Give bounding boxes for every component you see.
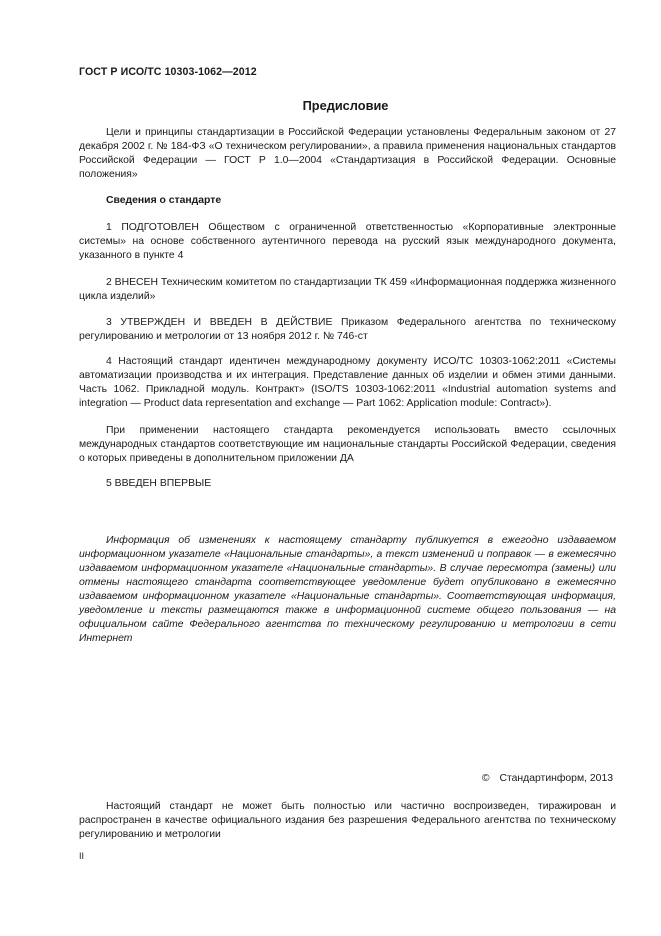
info-notice: Информация об изменениях к настоящему стандарту публикуется в ежегодно издаваемом информационном указателе «Национальные стандарты», а текст изменений и поправок — в ежемесячно издаваемом информационном указателе «Национальные стандарты». В случае пересмотра (замены) или отмены настоящего стандарта соответствующее уведомление будет опубликовано в ежемесячно издаваемом информационном указателе «Национальные стандарты». Соответствующая информация, уведомление и тексты размещаются также в информационной системе общего пользования — на официальном сайте Федерального агентства по техническому регулированию и метрологии в сети Интернет bbox=[79, 535, 616, 644]
copyright-text: Стандартинформ, 2013 bbox=[499, 773, 613, 784]
document-code: ГОСТ Р ИСО/ТС 10303-1062—2012 bbox=[79, 66, 257, 78]
page-number: II bbox=[79, 851, 85, 861]
copyright-symbol: © bbox=[481, 773, 490, 784]
page-title: Предисловие bbox=[302, 98, 389, 113]
item-4-note: При применении настоящего стандарта рекомендуется использовать вместо ссылочных международных стандартов соответствующие им национальные стандарты Российской Федерации, сведения о которых приведены в дополнительном приложении ДА bbox=[79, 425, 616, 464]
reproduction-notice: Настоящий стандарт не может быть полностью или частично воспроизведен, тиражирован и распространен в качестве официального издания без разрешения Федерального агентства по техническому регулированию и метрологии bbox=[79, 801, 616, 840]
copyright-line bbox=[482, 773, 613, 784]
section-subheading: Сведения о стандарте bbox=[106, 195, 222, 206]
item-4-paragraph: 4 Настоящий стандарт идентичен международному документу ИСО/ТС 10303-1062:2011 «Системы автоматизации производства и их интеграция. Представление данных об изделии и обмен этими данными. Часть 1062. Прикладной модуль. Контракт» (ISO/TS 10303-1062:2011 «Industrial automation systems and integration — Product data representation and exchange — Part 1062: Application module: Contract»). bbox=[79, 356, 616, 409]
item-1-paragraph: 1 ПОДГОТОВЛЕН Обществом с ограниченной ответственностью «Корпоративные электронные системы» на основе собственного аутентичного перевода на русский язык международного документа, указанного в пункте 4 bbox=[79, 222, 616, 261]
item-3-paragraph: 3 УТВЕРЖДЕН И ВВЕДЕН В ДЕЙСТВИЕ Приказом Федерального агентства по техническому регулированию и метрологии от 13 ноября 2012 г. № 746-ст bbox=[79, 317, 616, 342]
intro-paragraph: Цели и принципы стандартизации в Российской Федерации установлены Федеральным законом от 27 декабря 2002 г. № 184-ФЗ «О техническом регулировании», а правила применения национальных стандартов Российской Федерации — ГОСТ Р 1.0—2004 «Стандартизация в Российской Федерации. Основные положения» bbox=[79, 127, 616, 180]
item-5-paragraph: 5 ВВЕДЕН ВПЕРВЫЕ bbox=[106, 478, 212, 489]
item-2-paragraph: 2 ВНЕСЕН Техническим комитетом по стандартизации ТК 459 «Информационная поддержка жизненного цикла изделий» bbox=[79, 277, 616, 302]
